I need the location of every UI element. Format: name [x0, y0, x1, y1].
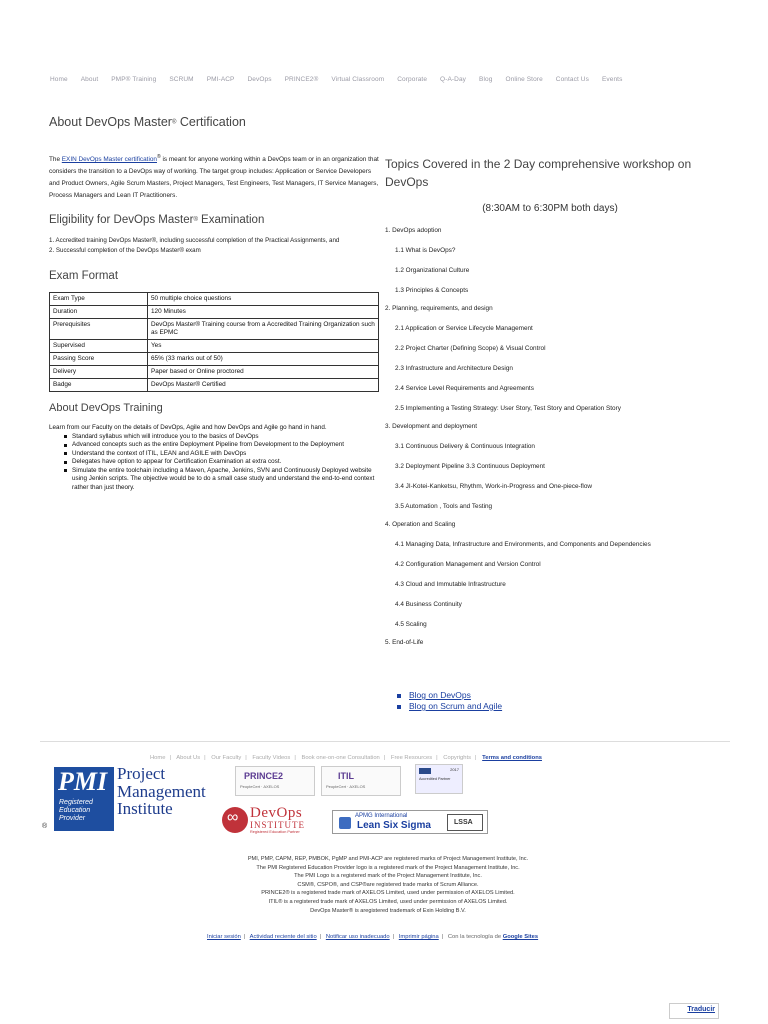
table-row: Passing Score 65% (33 marks out of 50): [50, 353, 379, 366]
nav-item-q-a-day[interactable]: Q-A-Day: [440, 76, 467, 83]
topic-section: 4. Operation and Scaling: [385, 521, 456, 528]
eligibility-text: 1. Accredited training DevOps Master®, including successful completion of the Practical Assignments, and 2. Successful completion of the DevOps Master® exam: [49, 237, 340, 255]
exam-format-table: [49, 292, 379, 392]
footer-link-free-resources[interactable]: Free Resources: [390, 755, 433, 761]
topic-item: 4.2 Configuration Management and Version Control: [395, 561, 541, 568]
pmi-wordmark: Project Management Institute: [117, 764, 206, 818]
terms-link[interactable]: Terms and conditions: [482, 755, 542, 761]
training-list: [63, 433, 379, 493]
topic-item: 4.5 Scaling: [395, 621, 427, 628]
footer-link-home[interactable]: Home: [150, 755, 166, 761]
translate-link[interactable]: Traducir: [687, 1006, 715, 1013]
divider: [40, 741, 730, 742]
legal-notice: PMI, PMP, CAPM, REP, PMBOK, PgMP and PMI-ACP are registered marks of Project Management Institute, Inc. The PMI Registered Education Provider logo is a registered mark of the Project Management Institute, Inc. The PMI Logo is a registered mark of the Project Management Institute, Inc. CSM®, CSPO®, and CSP®are registered trade marks of Scrum Alliance. PRINCE2® is a registered trade mark of AXELOS Limited, used under permission of AXELOS Limited. ITIL® is a registered trade mark of AXELOS Limited, used under permission of AXELOS Limited. DevOps Master® is aregistered trademark of Exin Holding B.V.: [247, 856, 529, 914]
workshop-hours: (8:30AM to 6:30PM both days): [482, 203, 618, 214]
topics-heading: Topics Covered in the 2 Day comprehensive workshop on DevOps: [385, 157, 692, 189]
topic-item: 1.3 Principles & Concepts: [395, 287, 469, 294]
top-nav: [50, 76, 730, 83]
infinity-icon: [222, 807, 248, 833]
list-item: [396, 690, 502, 701]
topic-section: 1. DevOps adoption: [385, 227, 442, 234]
topic-item: 4.1 Managing Data, Infrastructure and Environments, and Components and Dependencies: [395, 541, 651, 548]
pmi-badge: PMI Registered Education Provider: [54, 767, 114, 831]
exam-format-heading: Exam Format: [49, 270, 119, 283]
nav-item-pmp-training[interactable]: PMP® Training: [111, 76, 157, 83]
exin-partner-logo: 2017 Accredited Partner: [415, 764, 463, 794]
report-abuse-link[interactable]: Notificar uso inadecuado: [325, 934, 390, 940]
training-intro: Learn from our Faculty on the details of DevOps, Agile and how DevOps and Agile go hand in hand.: [49, 424, 327, 432]
topic-item: 3.2 Deployment Pipeline 3.3 Continuous Deployment: [395, 463, 545, 470]
topic-item: 1.2 Organizational Culture: [395, 267, 470, 274]
topic-section: 5. End-of-Life: [385, 639, 424, 646]
footer-link-faculty-videos[interactable]: Faculty Videos: [252, 755, 291, 761]
nav-item-virtual-classroom[interactable]: Virtual Classroom: [331, 76, 385, 83]
list-item: Delegates have option to appear for Certification Examination at extra cost.: [63, 458, 379, 467]
nav-item-about[interactable]: About: [80, 76, 99, 83]
table-row: Prerequisites DevOps Master® Training course from a Accredited Training Organization such as EPMC: [50, 319, 379, 340]
eligibility-heading: Eligibility for DevOps Master® Examination: [49, 214, 265, 227]
prince2-logo: PRINCE2 PeopleCert · AXELOS: [235, 766, 315, 796]
topic-item: 2.4 Service Level Requirements and Agreements: [395, 385, 534, 392]
footer-link-about[interactable]: About Us: [176, 755, 201, 761]
blog-links: [396, 690, 502, 712]
topic-item: 4.4 Business Continuity: [395, 601, 462, 608]
topic-item: 3.5 Automation , Tools and Testing: [395, 503, 493, 510]
nav-item-online-store[interactable]: Online Store: [505, 76, 543, 83]
nav-item-prince2[interactable]: PRINCE2®: [284, 76, 319, 83]
sites-footer: Iniciar sesión | Actividad reciente del sitio | Notificar uso inadecuado | Imprimir página | Con la tecnología de Google Sites: [207, 934, 539, 940]
print-page-link[interactable]: Imprimir página: [398, 934, 439, 940]
list-item: [396, 701, 502, 712]
topic-item: 4.3 Cloud and Immutable Infrastructure: [395, 581, 506, 588]
topic-item: 2.1 Application or Service Lifecycle Management: [395, 325, 533, 332]
blog-scrum-agile-link[interactable]: Blog on Scrum and Agile: [409, 701, 503, 711]
topic-section: 3. Development and deployment: [385, 423, 478, 430]
exin-certification-link[interactable]: EXIN DevOps Master certification: [61, 156, 157, 164]
list-item: Advanced concepts such as the entire Deployment Pipeline from Development to the Deployment: [63, 441, 379, 450]
translate-widget: [669, 1003, 719, 1019]
page-title: About DevOps Master® Certification: [49, 115, 246, 129]
recent-activity-link[interactable]: Actividad reciente del sitio: [249, 934, 317, 940]
table-row: Badge DevOps Master® Certified: [50, 379, 379, 392]
left-column: [49, 115, 379, 492]
nav-item-devops[interactable]: DevOps: [247, 76, 272, 83]
footer-link-faculty[interactable]: Our Faculty: [211, 755, 242, 761]
blog-devops-link[interactable]: Blog on DevOps: [409, 690, 471, 700]
topic-item: 3.4 JI-Kotei-Kanketsu, Rhythm, Work-in-Progress and One-piece-flow: [395, 483, 593, 490]
topics-list: [385, 226, 715, 647]
topic-section: 2. Planning, requirements, and design: [385, 305, 493, 312]
list-item: Understand the context of ITIL, LEAN and AGILE with DevOps: [63, 450, 379, 459]
lean-six-sigma-logo: APMG International Lean Six Sigma LSSA: [332, 810, 488, 834]
nav-item-corporate[interactable]: Corporate: [397, 76, 428, 83]
intro-paragraph: The EXIN DevOps Master certification® is meant for anyone working within a DevOps team or in an organization that considers the transition to a DevOps way of working. The target group includes: Application or Service Developers and Product Owners, Agile Scrum Masters, Project Managers, Test Engineers, Test Managers, IT Service Managers, Process Managers and Lean IT Practitioners.: [49, 154, 379, 200]
nav-item-events[interactable]: Events: [601, 76, 623, 83]
topic-item: 2.5 Implementing a Testing Strategy: User Story, Test Story and Operation Story: [395, 405, 621, 412]
nav-item-contact-us[interactable]: Contact Us: [555, 76, 589, 83]
table-row: Exam Type 50 multiple choice questions: [50, 293, 379, 306]
table-row: Supervised Yes: [50, 340, 379, 353]
topic-item: 2.2 Project Charter (Defining Scope) & Visual Control: [395, 345, 546, 352]
footer-link-consultation[interactable]: Book one-on-one Consultation: [301, 755, 380, 761]
list-item: Simulate the entire toolchain including a Maven, Apache, Jenkins, SVN and Continuously Deployed website using Jenkin scripts. The objective would be to do a small case study and understand the end-to-end context rather than just theory.: [63, 467, 379, 493]
table-row: Delivery Paper based or Online proctored: [50, 366, 379, 379]
topic-item: 1.1 What is DevOps?: [395, 247, 456, 254]
right-column: [385, 155, 715, 647]
list-item: Standard syllabus which will introduce you to the basics of DevOps: [63, 433, 379, 442]
nav-item-scrum[interactable]: SCRUM: [169, 76, 194, 83]
itil-logo: ITIL PeopleCert · AXELOS: [321, 766, 401, 796]
nav-item-home[interactable]: Home: [50, 76, 68, 83]
google-sites-link[interactable]: Google Sites: [502, 934, 539, 940]
footer-nav: Home | About Us | Our Faculty | Faculty Videos | Book one-on-one Consultation | Free Resources | Copyrights | Terms and conditions: [150, 755, 542, 761]
topic-item: 2.3 Infrastructure and Architecture Design: [395, 365, 513, 372]
topic-item: 3.1 Continuous Delivery & Continuous Integration: [395, 443, 535, 450]
table-row: Duration 120 Minutes: [50, 306, 379, 319]
footer-link-copyrights[interactable]: Copyrights: [443, 755, 472, 761]
apmg-icon: [339, 817, 351, 829]
training-heading: About DevOps Training: [49, 402, 163, 415]
pmi-rep-logo: PMI Registered Education Provider Project Management Institute ®: [42, 764, 206, 830]
nav-item-blog[interactable]: Blog: [479, 76, 493, 83]
sign-in-link[interactable]: Iniciar sesión: [207, 934, 241, 940]
devops-institute-logo: ∞ DevOps INSTITUTE Registered Education Partner: [222, 805, 318, 837]
nav-item-pmi-acp[interactable]: PMI-ACP: [206, 76, 235, 83]
